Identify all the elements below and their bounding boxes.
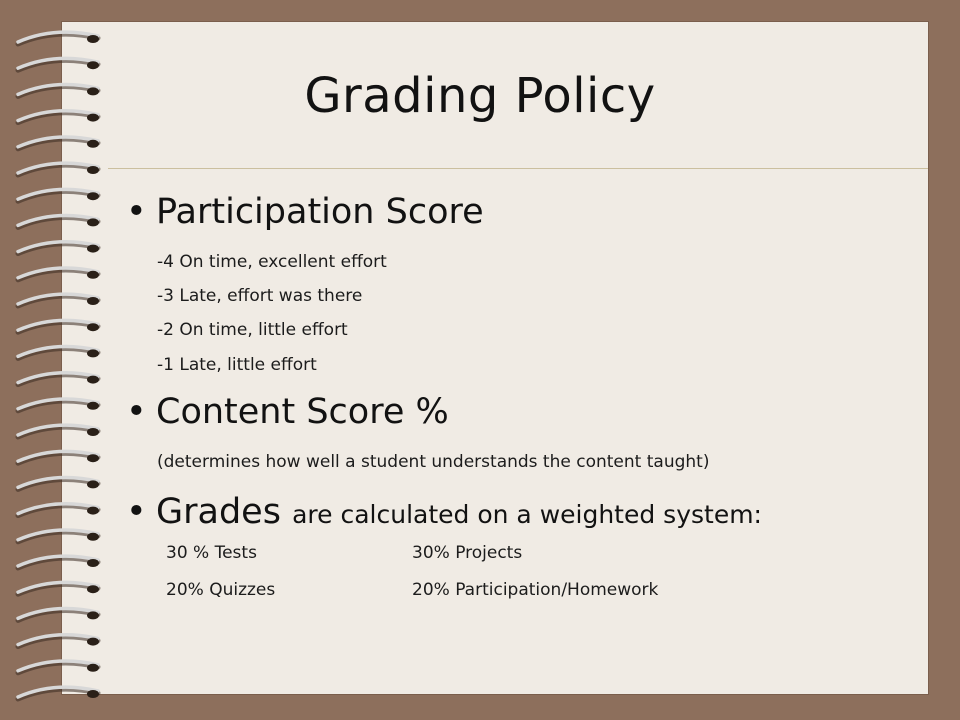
bullet-icon: • bbox=[126, 492, 147, 532]
bullet-icon: • bbox=[126, 192, 147, 232]
bullet-heading-rest: are calculated on a weighted system: bbox=[292, 500, 762, 529]
bullet-grades bbox=[126, 492, 762, 532]
bullet-heading: Grades bbox=[156, 492, 281, 532]
bullet-icon: • bbox=[126, 392, 147, 432]
content-score-note: (determines how well a student understands the content taught) bbox=[157, 452, 710, 472]
weight-tests: 30 % Tests bbox=[166, 543, 257, 563]
bullet-participation-score bbox=[126, 192, 484, 232]
participation-line: -3 Late, effort was there bbox=[157, 286, 363, 306]
bullet-content-score bbox=[126, 392, 449, 432]
weight-participation-homework: 20% Participation/Homework bbox=[412, 580, 659, 600]
weight-quizzes: 20% Quizzes bbox=[166, 580, 276, 600]
bullet-heading: Content Score % bbox=[156, 392, 449, 432]
bullet-heading: Participation Score bbox=[156, 192, 484, 232]
weight-projects: 30% Projects bbox=[412, 543, 523, 563]
slide-title: Grading Policy bbox=[304, 68, 656, 124]
title-divider bbox=[108, 168, 928, 169]
participation-line: -1 Late, little effort bbox=[157, 355, 317, 375]
participation-line: -4 On time, excellent effort bbox=[157, 252, 387, 272]
participation-line: -2 On time, little effort bbox=[157, 320, 348, 340]
